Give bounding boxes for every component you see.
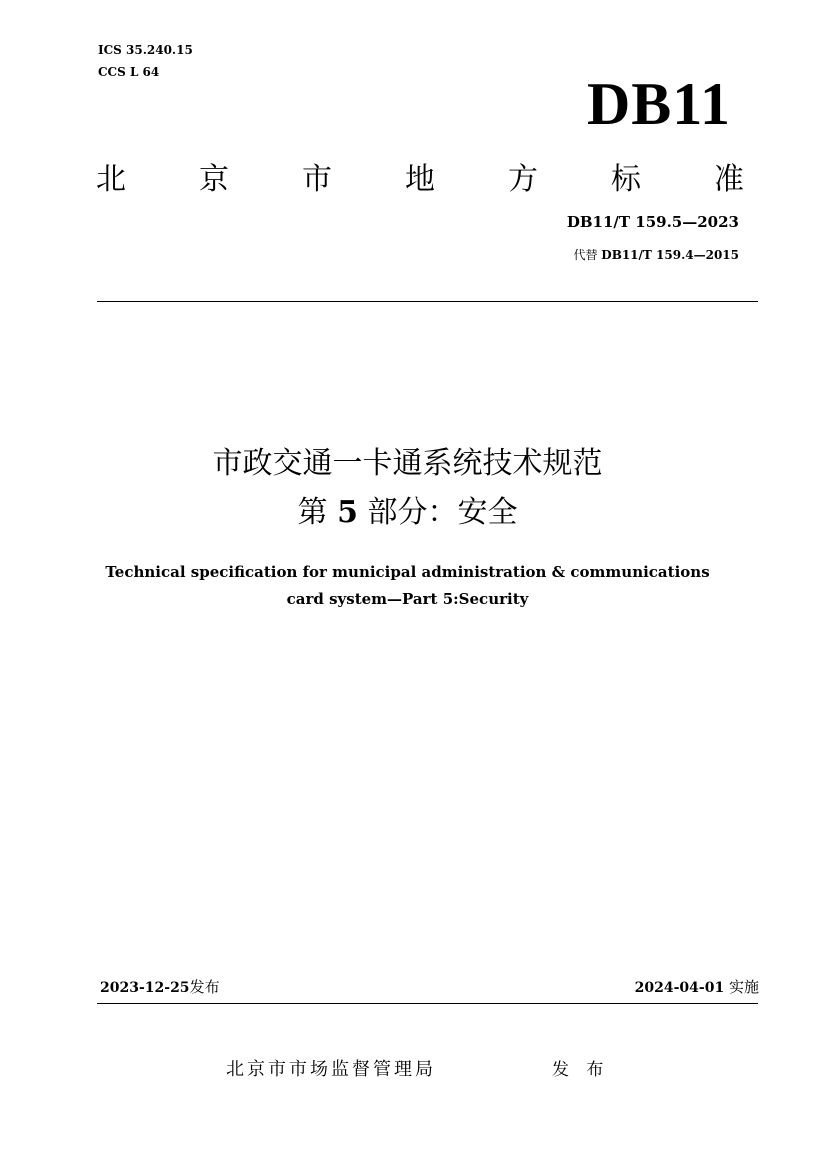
title-part-suffix: 部分：安全 bbox=[367, 495, 518, 530]
local-standard-heading bbox=[96, 160, 744, 200]
publish-label: 发布 bbox=[189, 978, 220, 996]
replaces-line bbox=[573, 247, 739, 263]
english-title-line-1: Technical specification for municipal administration & communications bbox=[105, 563, 710, 581]
issue-label: 发 布 bbox=[552, 1060, 610, 1080]
footer-divider bbox=[97, 1003, 758, 1004]
local-standard-char: 准 bbox=[714, 162, 744, 197]
title-part-prefix: 第 bbox=[297, 495, 328, 530]
title-line-2 bbox=[0, 493, 815, 533]
local-standard-char: 方 bbox=[508, 162, 538, 197]
local-standard-char: 地 bbox=[405, 162, 435, 197]
title-part-number: 5 bbox=[337, 495, 358, 530]
publish-date: 2023-12-25 bbox=[100, 980, 190, 996]
ccs-code: CCS L 64 bbox=[98, 65, 160, 79]
local-standard-char: 标 bbox=[611, 162, 641, 197]
issuer-name: 北京市市场监督管理局 bbox=[226, 1059, 436, 1080]
replaces-number: DB11/T 159.4—2015 bbox=[601, 248, 739, 262]
implement-label: 实施 bbox=[728, 978, 759, 996]
implement-date-line bbox=[635, 977, 759, 997]
standard-number: DB11/T 159.5—2023 bbox=[566, 213, 739, 231]
implement-date: 2024-04-01 bbox=[634, 980, 725, 996]
local-standard-char: 京 bbox=[199, 162, 229, 197]
replaces-label: 代替 bbox=[573, 248, 598, 262]
local-standard-char: 市 bbox=[302, 162, 332, 197]
ics-code: ICS 35.240.15 bbox=[98, 43, 193, 57]
english-title-line-2: card system—Part 5:Security bbox=[286, 590, 529, 608]
db11-logo: DB11 bbox=[586, 71, 731, 137]
publish-date-line bbox=[100, 977, 220, 997]
local-standard-char: 北 bbox=[96, 162, 126, 197]
title-line-1: 市政交通一卡通系统技术规范 bbox=[212, 446, 603, 481]
header-divider bbox=[97, 301, 758, 302]
